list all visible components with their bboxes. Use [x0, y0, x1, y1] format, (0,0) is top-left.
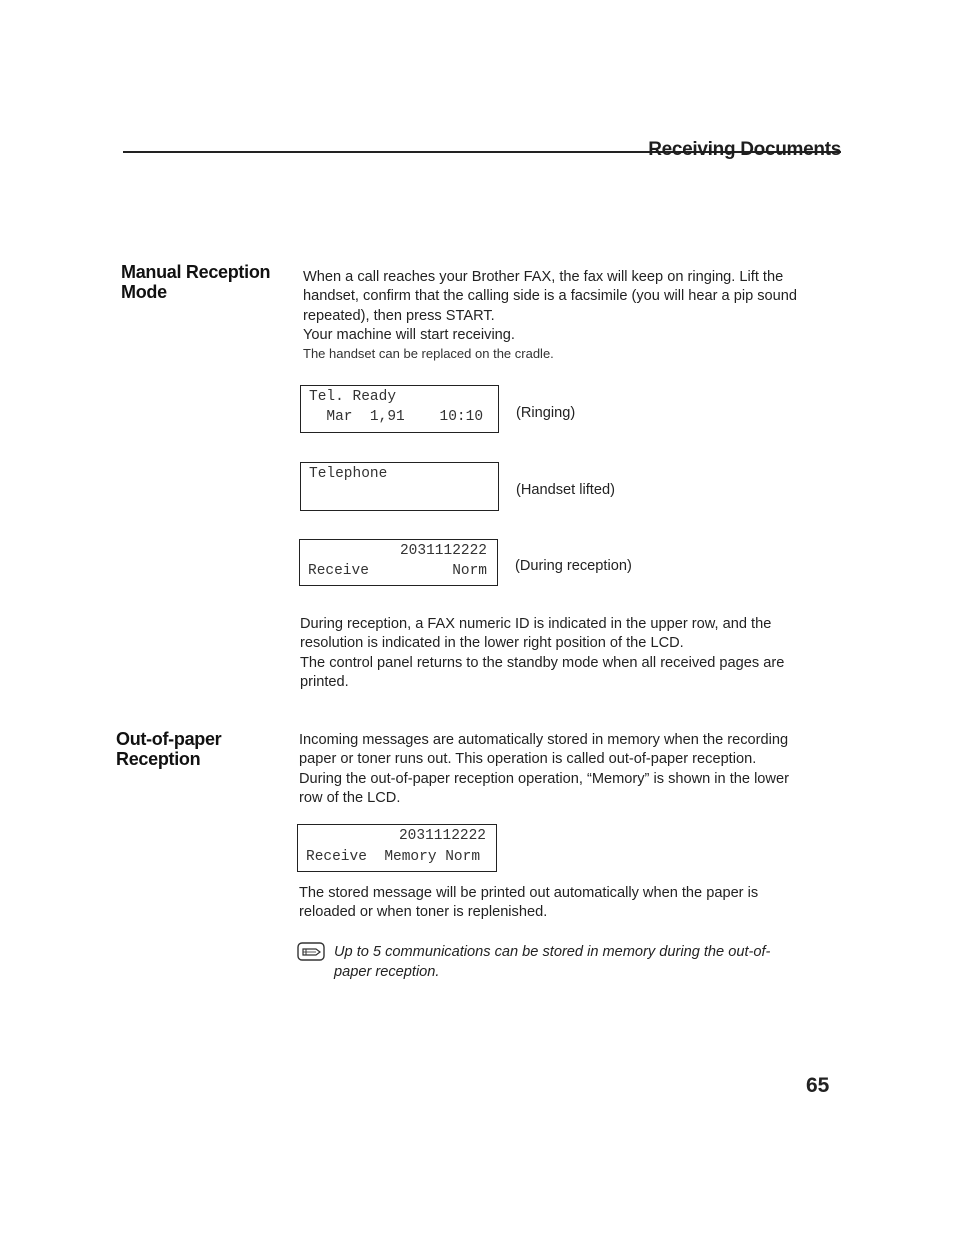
text-line: During the out-of-paper reception operation, “Memory” is shown in the lower [299, 770, 789, 787]
text-line: reloaded or when toner is replenished. [299, 904, 548, 921]
text-line: resolution is indicated in the lower right position of the LCD. [300, 635, 684, 652]
text-line: paper reception. [334, 964, 440, 980]
manual-reception-heading [121, 262, 270, 302]
out-of-paper-paragraph [299, 731, 829, 809]
caption-ringing: (Ringing) [516, 405, 576, 421]
page-number: 65 [806, 1074, 830, 1097]
stored-message-paragraph [299, 884, 829, 923]
header-title: Receiving Documents [648, 139, 841, 160]
caption-handset: (Handset lifted) [516, 482, 615, 498]
lcd-line-1: Tel. Ready [309, 389, 397, 405]
lcd-line-2-left: Receive [308, 563, 369, 579]
lcd-display-reception [299, 539, 498, 586]
text-line: The control panel returns to the standby mode when all received pages are [300, 654, 785, 671]
heading-line: Out-of-paper [116, 729, 222, 749]
text-line: handset, confirm that the calling side is a facsimile (you will hear a pip sound [303, 288, 798, 305]
text-line: The stored message will be printed out automatically when the paper is [299, 885, 759, 901]
text-line: Incoming messages are automatically stored in memory when the recording [299, 732, 789, 748]
text-line: Your machine will start receiving. [303, 327, 515, 344]
lcd-line-1: Telephone [309, 466, 388, 482]
memory-note [334, 942, 834, 982]
lcd-line-2: Mar 1,91 10:10 [309, 409, 484, 425]
manual-reception-paragraph [303, 268, 833, 346]
text-line: During reception, a FAX numeric ID is indicated in the upper row, and the [300, 616, 772, 632]
text-line: paper or toner runs out. This operation is called out-of-paper reception. [299, 751, 757, 768]
lcd-line-2-right: Norm [452, 563, 487, 579]
lcd-display-handset [300, 462, 499, 511]
text-line: Up to 5 communications can be stored in memory during the out-of- [334, 944, 771, 960]
caption-reception: (During reception) [515, 558, 632, 574]
heading-line: Reception [116, 749, 201, 769]
text-line: repeated), then press START. [303, 307, 495, 324]
lcd-line-1: 2031112222 [399, 543, 487, 559]
lcd-line-1: 2031112222 [398, 828, 486, 844]
lcd-line-2: Receive Memory Norm [306, 849, 481, 865]
reception-explanation [300, 615, 830, 693]
pencil-note-icon [297, 942, 327, 962]
text-line: printed. [300, 674, 349, 691]
lcd-display-ringing [300, 385, 499, 433]
heading-line: Manual Reception [121, 262, 271, 282]
text-line: When a call reaches your Brother FAX, the fax will keep on ringing. Lift the [303, 269, 784, 285]
out-of-paper-heading [116, 729, 221, 769]
heading-line: Mode [121, 282, 167, 302]
lcd-display-memory [297, 824, 497, 872]
handset-note: The handset can be replaced on the cradle. [303, 346, 554, 361]
text-line: row of the LCD. [299, 790, 401, 807]
